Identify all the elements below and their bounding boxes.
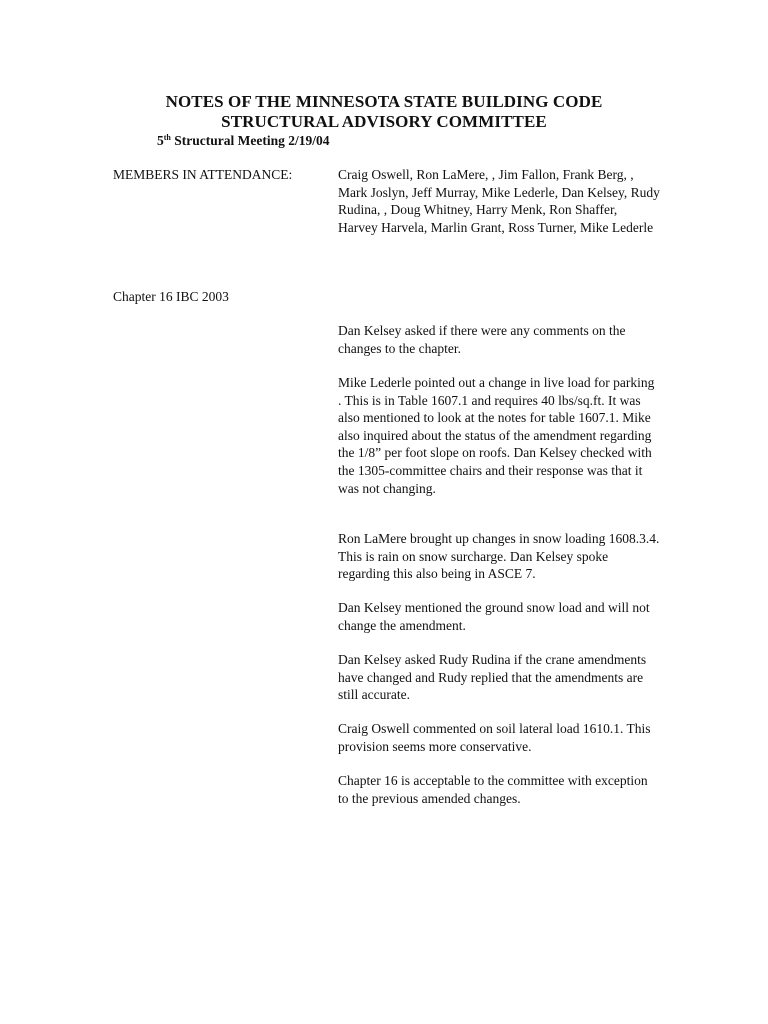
note-paragraph-4: [338, 599, 660, 634]
note-paragraph-text: Dan Kelsey mentioned the ground snow load and will not change the amendment.: [338, 600, 650, 633]
note-paragraph-5: [338, 651, 660, 704]
note-paragraph-3: [338, 530, 660, 583]
note-paragraph-1: [338, 322, 660, 357]
note-paragraph-text: Dan Kelsey asked if there were any comments on the changes to the chapter.: [338, 323, 626, 356]
meeting-subtitle: [157, 132, 329, 150]
note-paragraph-text: Craig Oswell commented on soil lateral load 1610.1. This provision seems more conservative.: [338, 721, 651, 754]
document-title-line-1: NOTES OF THE MINNESOTA STATE BUILDING CODE: [165, 92, 603, 111]
section-heading: Chapter 16 IBC 2003: [113, 289, 229, 304]
attendance-label: MEMBERS IN ATTENDANCE:: [113, 167, 293, 182]
note-paragraph-text: Mike Lederle pointed out a change in live load for parking . This is in Table 1607.1 and requires 40 lbs/sq.ft. It was also mentioned to look at the notes for table 1607.1. Mike also inquired about the status of the amendment regarding the 1/8” per foot slope on roofs. Dan Kelsey checked with the 1305-committee chairs and their response was that it was not changing.: [338, 375, 655, 496]
meeting-ordinal-suffix: th: [163, 133, 171, 142]
note-paragraph-6: [338, 720, 660, 755]
note-paragraph-text: Chapter 16 is acceptable to the committee with exception to the previous amended changes.: [338, 773, 648, 806]
note-paragraph-text: Dan Kelsey asked Rudy Rudina if the crane amendments have changed and Rudy replied that the amendments are still accurate.: [338, 652, 647, 703]
note-paragraph-text: Ron LaMere brought up changes in snow loading 1608.3.4. This is rain on snow surcharge. Dan Kelsey spoke regarding this also being in ASCE 7.: [338, 531, 660, 582]
meeting-ordinal-number: 5: [157, 133, 164, 148]
note-paragraph-2: [338, 374, 660, 497]
document-title-line-2: STRUCTURAL ADVISORY COMMITTEE: [221, 112, 547, 131]
meeting-title-rest: Structural Meeting 2/19/04: [170, 133, 330, 148]
attendance-members: Craig Oswell, Ron LaMere, , Jim Fallon, Frank Berg, , Mark Joslyn, Jeff Murray, Mike Lederle, Dan Kelsey, Rudy Rudina, , Doug Whitney, Harry Menk, Ron Shaffer, Harvey Harvela, Marlin Grant, Ross Turner, Mike Lederle: [338, 167, 660, 235]
note-paragraph-7: [338, 772, 660, 807]
